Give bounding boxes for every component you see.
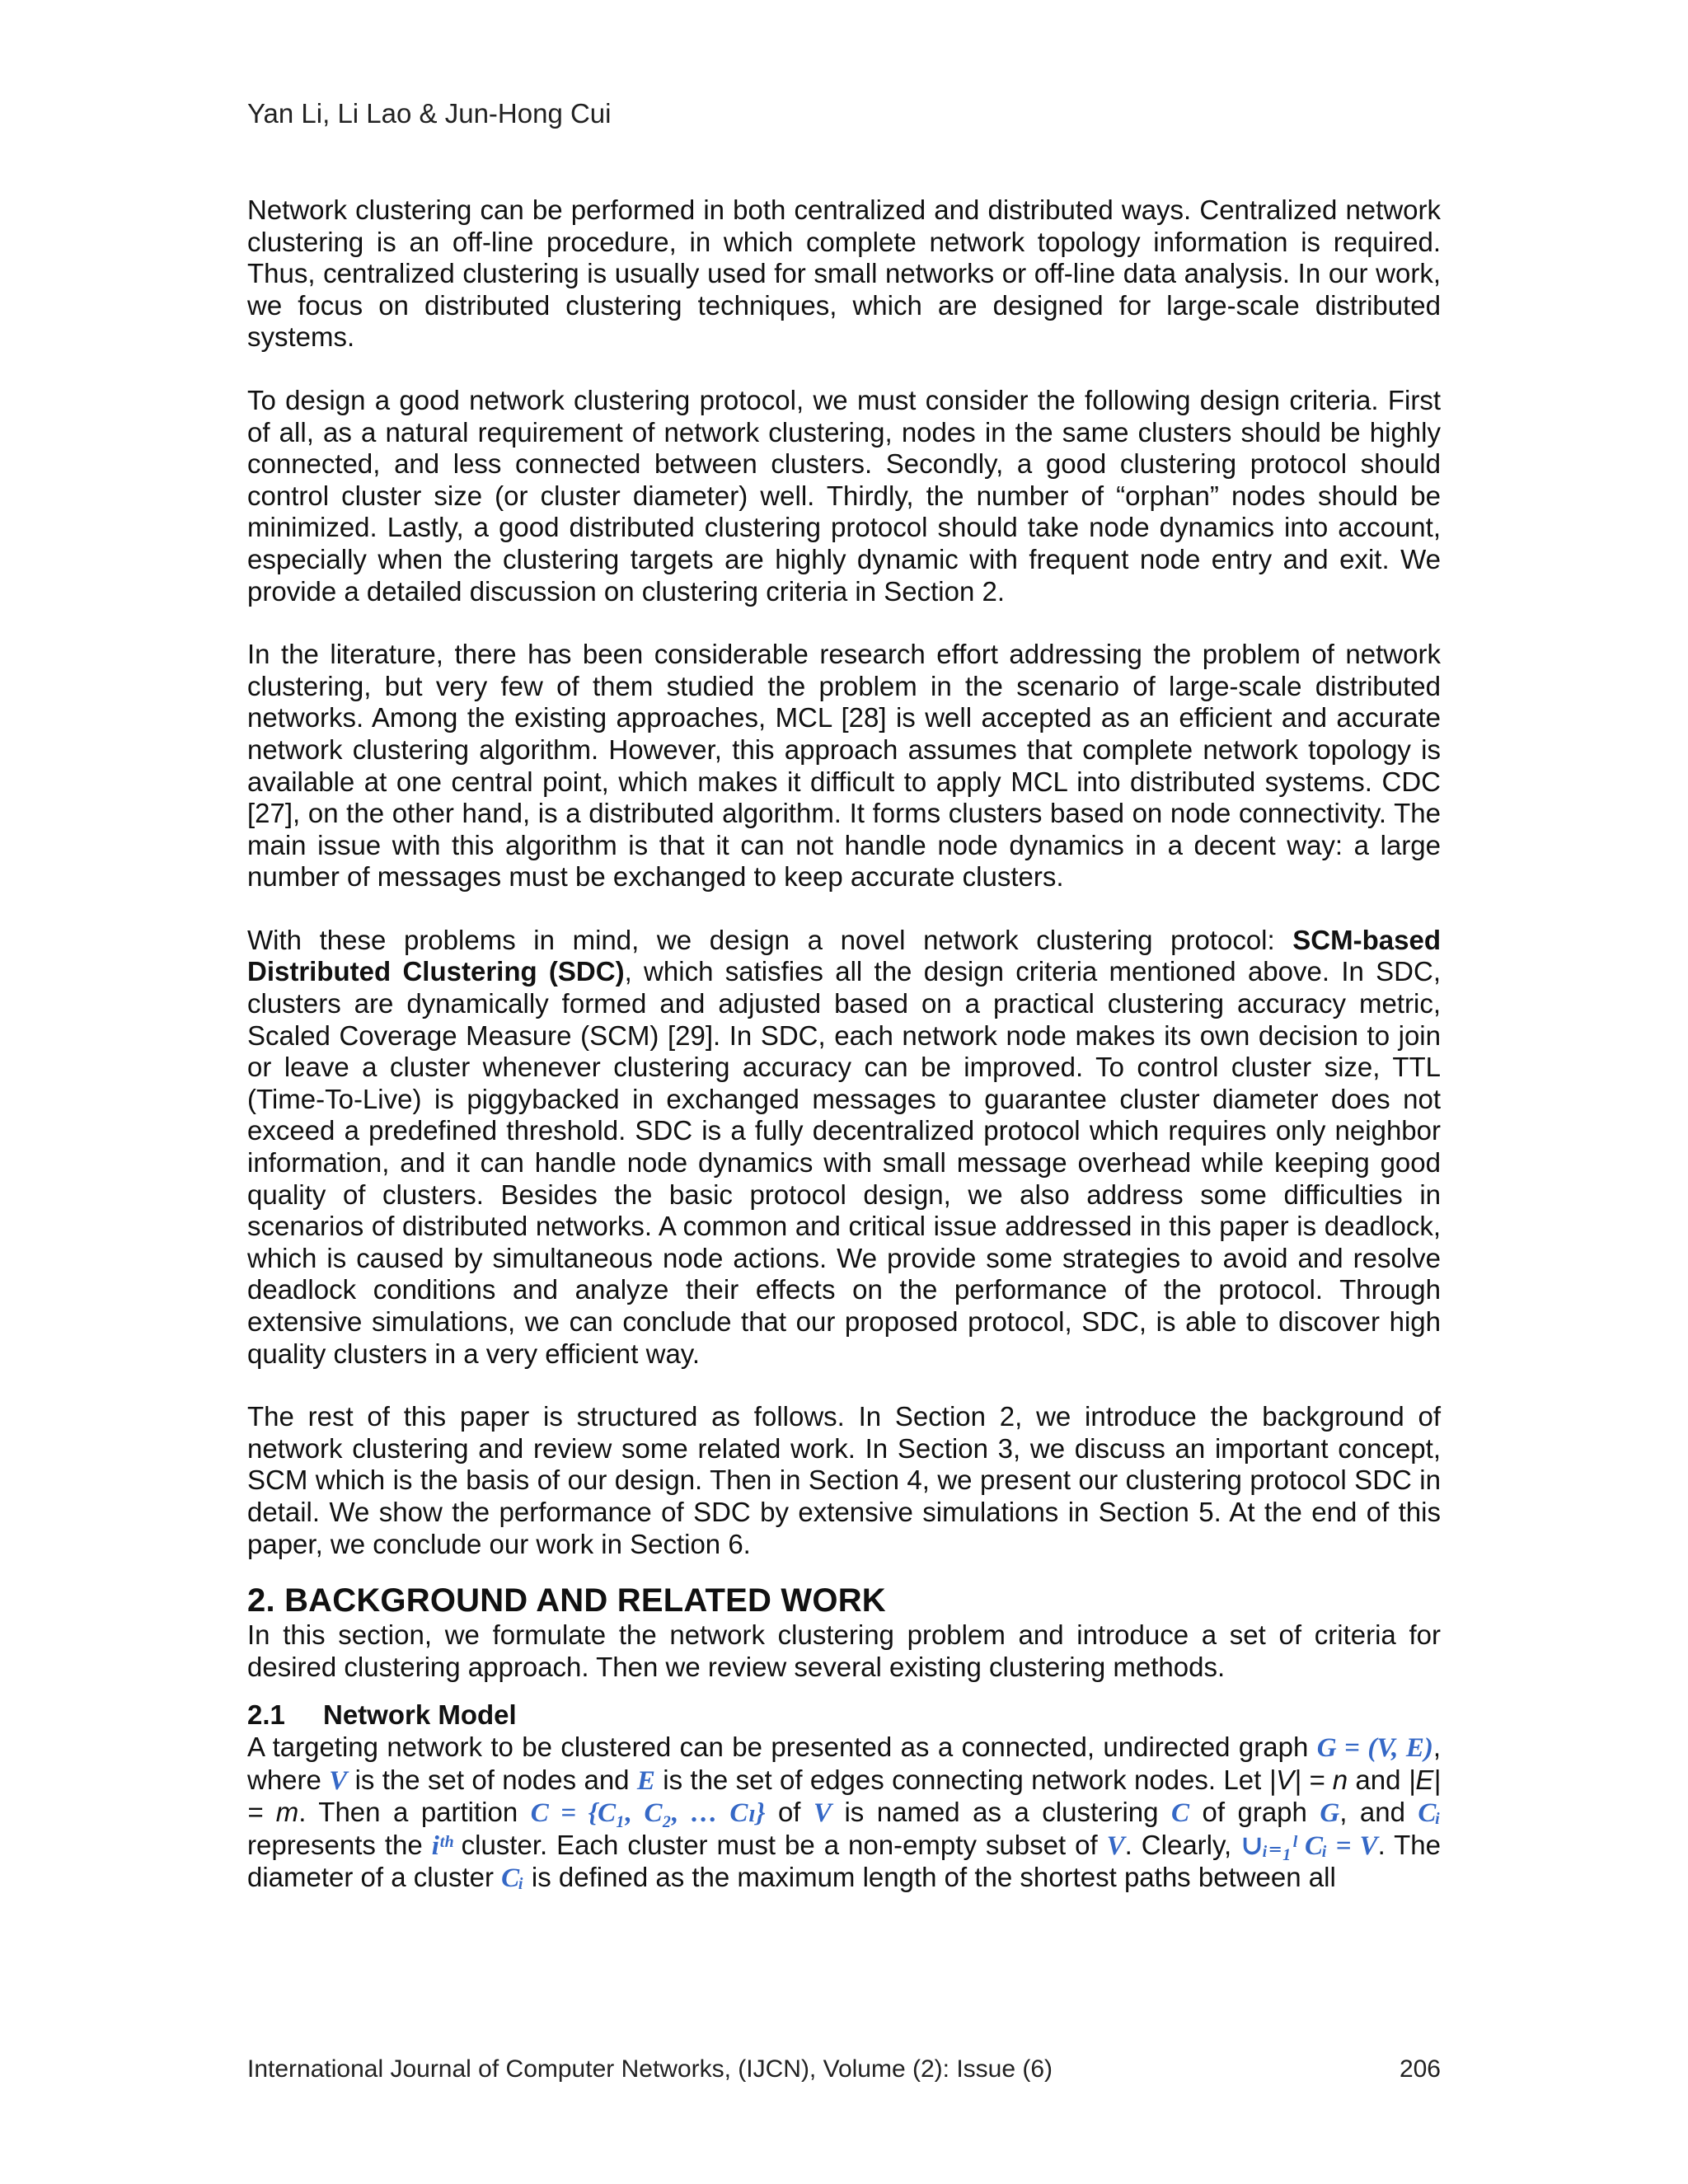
nm-text-1: A targeting network to be clustered can be presented as a connected, undirected graph <box>247 1731 1317 1762</box>
paragraph-sdc-overview <box>247 925 1441 1370</box>
subsection-number: 2.1 <box>247 1699 285 1731</box>
nm-text-4: is the set of edges connecting network nodes. Let <box>654 1764 1269 1795</box>
page-footer <box>247 2055 1441 2084</box>
sdc-lead-text: With these problems in mind, we design a novel network clustering protocol: <box>247 924 1293 955</box>
math-ith: iᵗʰ <box>431 1830 452 1861</box>
math-partition: C = {C₁, C₂, … Cₗ} <box>530 1798 766 1829</box>
math-graph-definition: G = (V, E) <box>1316 1732 1433 1763</box>
body-text <box>247 194 1441 1926</box>
math-ci: Cᵢ <box>1418 1798 1442 1829</box>
math-vertex-count: |V| = n <box>1268 1764 1348 1795</box>
subsection-heading-network-model <box>247 1699 1441 1732</box>
subsection-title: Network Model <box>323 1699 517 1731</box>
math-g: G <box>1320 1798 1340 1829</box>
paragraph-section-intro: In this section, we formulate the network clustering problem and introduce a set of criteria for desired clustering approach. Then we review several existing clustering methods. <box>247 1619 1441 1682</box>
math-union: ∪ᵢ₌₁ˡ Cᵢ = V <box>1240 1830 1378 1861</box>
nm-text-12: cluster. Each cluster must be a non-empty subset of <box>452 1829 1107 1860</box>
math-e: E <box>636 1765 655 1796</box>
nm-text-5: and <box>1348 1764 1409 1795</box>
paragraph-centralized-distributed: Network clustering can be performed in both centralized and distributed ways. Centralized network clustering is an off-line procedure, in which complete network topology information is required. Thus, centralized clustering is usually used for small networks or off-line data analysis. In our work, we focus on distributed clustering techniques, which are designed for large-scale distributed systems. <box>247 194 1441 353</box>
paragraph-network-model <box>247 1732 1441 1895</box>
math-v: V <box>329 1765 348 1796</box>
nm-text-9: of graph <box>1189 1797 1320 1828</box>
math-c: C <box>1171 1798 1190 1829</box>
math-v-2: V <box>813 1798 832 1829</box>
footer-journal-citation: International Journal of Computer Networks, (IJCN), Volume (2): Issue (6) <box>247 2055 1053 2083</box>
sdc-description-text: , which satisfies all the design criteria mentioned above. In SDC, clusters are dynamically formed and adjusted based on a practical clustering accuracy metric, Scaled Coverage Measure (SCM) [29]. In SDC, each network node makes its own decision to join or leave a cluster whenever clustering accuracy can be improved. To control cluster size, TTL (Time-To-Live) is piggybacked in exchanged messages to guarantee cluster diameter does not exceed a predefined threshold. SDC is a fully decentralized protocol which requires only neighbor information, and it can handle node dynamics with small message overhead while keeping good quality of clusters. Besides the basic protocol design, we also address some difficulties in scenarios of distributed networks. A common and critical issue addressed in this paper is deadlock, which is caused by simultaneous node actions. We provide some strategies to avoid and resolve deadlock conditions and analyze their effects on the performance of the protocol. Through extensive simulations, we can conclude that our proposed protocol, SDC, is able to discover high quality clusters in a very efficient way. <box>247 956 1441 1369</box>
page-number: 206 <box>1399 2055 1441 2083</box>
nm-text-15: is defined as the maximum length of the shortest paths between all <box>523 1862 1336 1893</box>
nm-text-11: represents the <box>247 1829 432 1860</box>
math-v-3: V <box>1106 1830 1125 1861</box>
running-head-authors: Yan Li, Li Lao & Jun-Hong Cui <box>247 98 612 129</box>
paragraph-design-criteria: To design a good network clustering protocol, we must consider the following design criteria. First of all, as a natural requirement of network clustering, nodes in the same clusters should be highly connected, and less connected between clusters. Secondly, a good clustering protocol should control cluster size (or cluster diameter) well. Thirdly, the number of “orphan” nodes should be minimized. Lastly, a good distributed clustering protocol should take node dynamics into account, especially when the clustering targets are highly dynamic with frequent node entry and exit. We provide a detailed discussion on clustering criteria in Section 2. <box>247 384 1441 607</box>
nm-text-13: . Clearly, <box>1124 1829 1241 1860</box>
nm-text-14: . The diameter of a cluster <box>247 1829 1441 1893</box>
sdc-protocol-name: SCM-based Distributed Clustering (SDC) <box>247 924 1441 987</box>
nm-text-7: of <box>765 1797 814 1828</box>
section-heading-background: 2. BACKGROUND AND RELATED WORK <box>247 1582 886 1619</box>
math-ci-2: Cᵢ <box>501 1863 524 1894</box>
nm-text-6: . Then a partition <box>298 1797 531 1828</box>
nm-text-10: , and <box>1339 1797 1418 1828</box>
paragraph-paper-structure: The rest of this paper is structured as follows. In Section 2, we introduce the background of network clustering and review some related work. In Section 3, we discuss an important concept, SCM which is the basis of our design. Then in Section 4, we present our clustering protocol SDC in detail. We show the performance of SDC by extensive simulations in Section 5. At the end of this paper, we conclude our work in Section 6. <box>247 1401 1441 1559</box>
math-edge-count: |E| = m <box>247 1764 1441 1828</box>
nm-text-8: is named as a clustering <box>831 1797 1171 1828</box>
paragraph-literature: In the literature, there has been considerable research effort addressing the problem of network clustering, but very few of them studied the problem in the scenario of large-scale distributed networks. Among the existing approaches, MCL [28] is well accepted as an efficient and accurate network clustering algorithm. However, this approach assumes that complete network topology is available at one central point, which makes it difficult to apply MCL into distributed systems. CDC [27], on the other hand, is a distributed algorithm. It forms clusters based on node connectivity. The main issue with this algorithm is that it can not handle node dynamics in a decent way: a large number of messages must be exchanged to keep accurate clusters. <box>247 639 1441 893</box>
nm-text-3: is the set of nodes and <box>347 1764 637 1795</box>
nm-text-2: , where <box>247 1731 1441 1795</box>
